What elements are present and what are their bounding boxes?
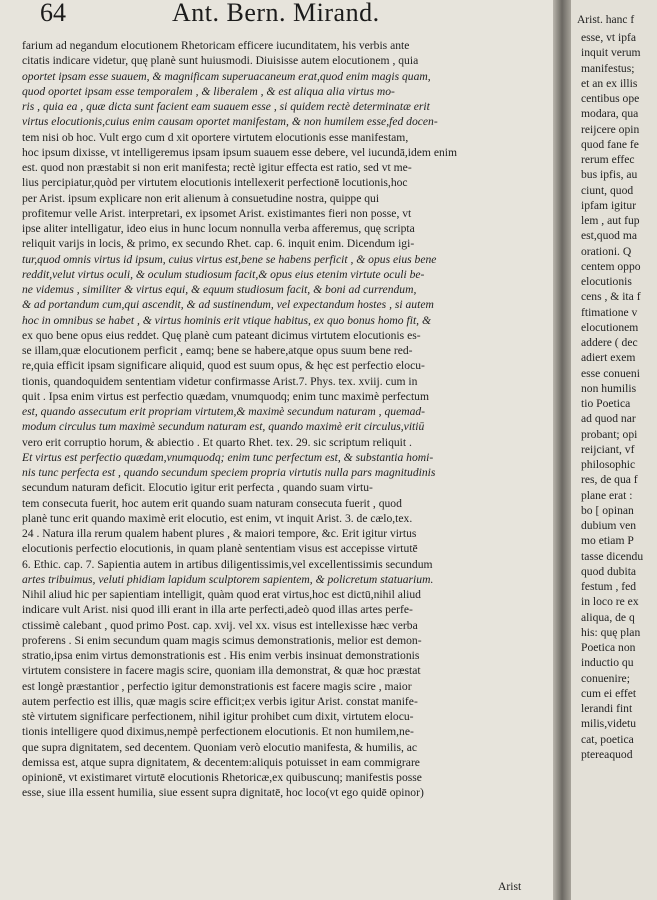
- text-line: stè virtutem significare perfectionem, nihil igitur prohibet cum dixit, virtutem elocu-: [22, 710, 414, 723]
- right-text-line: rerum effec: [581, 153, 635, 166]
- text-line: opinionē, vt existimaret virtutē elocutionis Rhetoricæ,ex quibuscunq; manifestis posse: [22, 771, 422, 784]
- right-text-line: reijciant, vf: [581, 442, 635, 456]
- text-line: ex quo bene opus eius reddet. Quę planè cum pateant dicimus virtutem elocutionis es-: [22, 328, 421, 342]
- text-line: est, quando assecutum erit propriam virtutem,& maximè secundum naturam , quemad-: [22, 405, 426, 418]
- text-line: elocutionis perfectio elocutionis, in quam planè sententiam visus est accepisse virtutē: [22, 542, 418, 556]
- right-text-line: aliqua, de q: [581, 610, 635, 624]
- text-line: Nihil aliud hic per sapientiam intelligit, quàm quod erat virtus,hoc est dictū,nihil aliud: [22, 588, 421, 601]
- text-line: secundum naturam deficit. Elocutio igitur erit perfecta , quando suam virtu-: [22, 481, 373, 495]
- text-line: & ad portandum cum,qui ascendit, & ad sustinendum, vel expectandum hostes , si autem: [22, 298, 434, 312]
- text-line: virtutem consistere in facere magis scire, quoniam illa demonstrat, & quæ hoc præstat: [22, 664, 421, 678]
- right-text-line: esse, vt ipfa: [581, 31, 637, 44]
- right-text-line: quod fane fe: [581, 137, 639, 151]
- right-text-line: Poetica non: [581, 641, 636, 654]
- right-text-line: probant; opi: [581, 427, 638, 441]
- right-text-line: elocutionem: [581, 320, 639, 334]
- text-line: reddit,velut virtus oculi, & oculum studiosum facit,& opus eius etenim virtute oculi be-: [22, 267, 425, 281]
- right-text-line: adiert exem: [581, 351, 636, 365]
- right-text-line: et an ex illis: [581, 76, 638, 90]
- right-text-line: res, de qua f: [581, 473, 638, 487]
- right-text-line: centem oppo: [581, 259, 641, 273]
- right-text-line: in loco re ex: [581, 595, 639, 609]
- text-line: virtus elocutionis,cuius enim causam oportet manifestam, & non humilem esse,fed docen-: [22, 115, 438, 129]
- text-line: se illam,quæ elocutionem perficit , eamq; bene se habere,atque opus suum bene red-: [22, 344, 413, 357]
- text-line: vero erit corruptio horum, & abiectio . Et quarto Rhet. tex. 29. sic scriptum reliquit .: [22, 435, 412, 449]
- right-text-line: his: quę plan: [581, 625, 641, 639]
- right-text-line: cum ei effet: [581, 686, 637, 700]
- text-line: artes tribuimus, veluti phidiam lapidum sculptorem sapientem, & policretum statuarium.: [22, 572, 434, 586]
- text-line: ctissimè calebant , quod primo Post. cap. xvij. vel xx. visus est intellexisse hæc verba: [22, 618, 418, 632]
- text-line: tionis, quandoquidem sententiam videtur confirmasse Arist.7. Phys. tex. xviij. cum in: [22, 374, 418, 388]
- right-text-line: ciunt, quod: [581, 183, 634, 197]
- right-text-line: cens , & ita f: [581, 290, 641, 304]
- text-line: hoc ipsum dixisse, vt intelligeremus ipsam ipsum suauem esse debere, vel iucundā,idem enim: [22, 145, 457, 159]
- text-line: farium ad negandum elocutionem Rhetoricam efficere iucunditatem, his verbis ante: [22, 39, 410, 52]
- right-text-line: lem , aut fup: [581, 214, 640, 227]
- text-line: oportet ipsam esse suauem, & magnificam superuacaneum erat,quod enim magis quam,: [22, 69, 431, 83]
- text-line: modum circulus tum maximè secundum naturam est, quando maximè erit circulus,vitiū: [22, 420, 425, 434]
- right-text-line: esse conueni: [581, 366, 640, 380]
- text-line: quod oportet ipsam esse temporalem , & liberalem , & est aliqua alia virtus mo-: [22, 84, 395, 98]
- right-text-line: ftimatione v: [581, 305, 638, 319]
- right-page: [571, 0, 657, 900]
- text-line: ris , quia ea , quæ dicta sunt facient eam suauem esse , si quidem rectè determinatæ erit: [22, 100, 430, 113]
- text-line: est longè præstantior , perfectio igitur demonstrationis est facere magis scire , maior: [22, 679, 412, 693]
- right-text-line: addere ( dec: [581, 336, 638, 349]
- right-text-line: est,quod ma: [581, 229, 638, 243]
- right-text-line: plane erat :: [581, 488, 633, 502]
- text-line: quit . Ipsa enim virtus est perfectio quædam, vnumquodq; enim tunc maximè perfectum: [22, 389, 429, 403]
- right-text-line: modara, qua: [581, 107, 639, 121]
- catchword: Arist: [498, 880, 522, 893]
- text-line: demissa est, atque supra dignitatem, & decentem:aliquis potuisset in eam commigrare: [22, 755, 420, 769]
- text-line: Et virtus est perfectio quædam,vnumquodq; enim tunc perfectum est, & substantia homi-: [22, 450, 434, 464]
- text-line: reliquit varijs in locis, & primo, ex secundo Rhet. cap. 6. inquit enim. Dicendum igi-: [22, 237, 415, 251]
- right-text-line: orationi. Q: [581, 244, 632, 258]
- right-text-line: festum , fed: [581, 580, 637, 593]
- text-line: re,quia efficit ipsam significare aliquid, quod est suum opus, & hęc est perfectio elocu-: [22, 359, 425, 373]
- text-line: que supra dignitatem, sed decentem. Quoniam verò elocutio manifesta, & humilis, ac: [22, 740, 418, 754]
- right-text-line: dubium ven: [581, 519, 637, 532]
- text-line: est. quod non præstabit si non erit manifesta; rectè igitur effecta est ratio, sed vt me-: [22, 161, 412, 174]
- text-line: nis tunc perfecta est , quando secundum speciem propria virtutis nulla pars magnitudinis: [22, 466, 436, 479]
- page-header: [22, 2, 542, 32]
- text-line: planè tunc erit quando maximè erit elocutio, est enim, vt inquit Arist. 3. de cælo,tex.: [22, 511, 413, 525]
- text-line: lius percipiatur,quòd per virtutem elocutionis intellexerit perfectionē locutionis,hoc: [22, 176, 408, 190]
- right-text-line: cat, poetica: [581, 732, 634, 746]
- right-text-line: ad quod nar: [581, 412, 636, 426]
- text-line: indicare vult Arist. nisi quod illi erant in illa arte perfecti,adeò quod illas artes perfe-: [22, 603, 413, 617]
- right-text-line: lerandi fint: [581, 702, 633, 715]
- right-text-line: centibus ope: [581, 92, 640, 105]
- main-text-block: [22, 38, 542, 801]
- text-line: tem consecuta fuerit, hoc autem erit quando suam naturam consecuta fuerit , quod: [22, 496, 402, 510]
- text-line: citatis indicare videtur, quę planè sunt huiusmodi. Diuisisse autem elocutionem , quia: [22, 54, 419, 68]
- right-text-line: philosophic: [581, 458, 636, 471]
- right-text-line: milis,videtu: [581, 717, 637, 731]
- text-line: tionis intelligere quod diximus,nempè perfectionem elocutionis. Et non humilem,ne-: [22, 725, 414, 739]
- running-head: Ant. Bern. Mirand.: [172, 0, 380, 27]
- text-line: tem nisi ob hoc. Vult ergo cum d xit oportere virtutem elocutionis esse manifestam,: [22, 130, 409, 144]
- right-text-block: [581, 30, 657, 762]
- text-line: ne videmus , similiter & virtus equi, & equum studiosum facit, & boni ad currendum,: [22, 283, 417, 296]
- right-text-line: ipfam igitur: [581, 198, 637, 212]
- right-text-line: inquit verum: [581, 46, 641, 60]
- right-text-line: inductio qu: [581, 656, 634, 670]
- right-text-line: reijcere opin: [581, 122, 640, 136]
- text-line: proferens . Si enim secundum quam magis scimus demonstrationis, melior est demon-: [22, 633, 422, 647]
- text-line: tur,quod omnis virtus id ipsum, cuius virtus est,bene se habens perficit , & opus eius bene: [22, 252, 437, 266]
- page-number: 64: [40, 0, 66, 27]
- right-text-line: elocutionis: [581, 275, 632, 288]
- book-gutter: [553, 0, 571, 900]
- text-line: stratio,ipsa enim virtus demonstrationis est . His enim verbis insinuat demonstrationis: [22, 649, 420, 662]
- right-text-line: bo [ opinan: [581, 503, 634, 517]
- text-line: autem perfectio est illis, quæ magis scire efficit;ex verbis igitur Arist. constat manife-: [22, 694, 418, 708]
- right-text-line: non humilis: [581, 381, 637, 395]
- right-page-header-fragment: Arist. hanc f: [577, 14, 635, 26]
- right-text-line: mo etiam P: [581, 534, 634, 548]
- right-text-line: quod dubita: [581, 564, 637, 578]
- text-line: 6. Ethic. cap. 7. Sapientia autem in artibus diligentissimis,vel excellentissimis secundum: [22, 557, 433, 571]
- right-text-line: ptereaquod: [581, 747, 633, 761]
- text-line: per Arist. ipsum explicare non erit alienum à consuetudine nostra, quippe qui: [22, 191, 380, 205]
- right-text-line: bus ipfis, au: [581, 168, 638, 182]
- text-line: esse, siue illa essent humilia, siue essent supra dignitatē, hoc loco(vt ego quidē opinor): [22, 786, 424, 800]
- text-line: 24 . Natura illa rerum qualem habent plures , & maiori tempore, &c. Erit igitur virtus: [22, 527, 417, 540]
- text-line: ipse aliter intelligatur, ideo eius in hunc locum nonnulla verba afferemus, quę scripta: [22, 222, 415, 235]
- text-line: hoc in omnibus se habet , & virtus hominis erit vtique habitus, ex quo bonus homo fit, &: [22, 313, 431, 327]
- right-text-line: tio Poetica: [581, 397, 631, 410]
- right-text-line: manifestus;: [581, 61, 635, 75]
- text-line: profitemur velle Arist. interpretari, ex ipsomet Arist. existimantes fieri non posse, vt: [22, 206, 412, 220]
- right-text-line: conuenire;: [581, 671, 630, 685]
- right-text-line: tasse dicendu: [581, 549, 644, 563]
